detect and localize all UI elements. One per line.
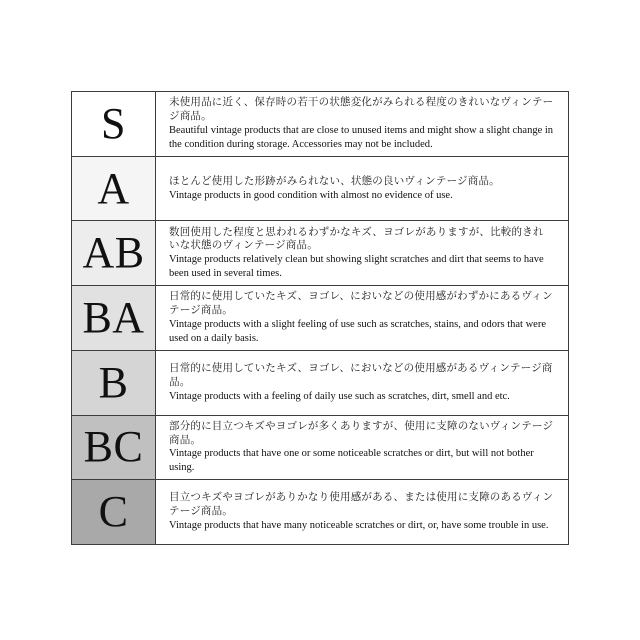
grade-letter-bc: BC (83, 422, 144, 472)
grade-letter-ba: BA (82, 293, 145, 343)
grade-letter-c: C (98, 487, 129, 537)
grade-description-cell-ab (156, 221, 568, 285)
grade-description-cell-ba (156, 286, 568, 350)
grade-cell-s (72, 92, 156, 156)
grade-letter-s: S (101, 98, 126, 148)
grade-description-en: Vintage products with a slight feeling of use such as scratches, stains, and odors that were used on a daily basis. (169, 319, 546, 344)
grade-description-cell-c (156, 480, 568, 544)
grade-letter-b: B (98, 357, 129, 407)
grade-description-en: Vintage products in good condition with almost no evidence of use. (169, 189, 453, 201)
grade-cell-ab (72, 221, 156, 285)
grade-row-a (72, 156, 568, 221)
grade-description-cell-s (156, 92, 568, 156)
grade-description-en: Vintage products that have one or some noticeable scratches or dirt, but will not bother using. (169, 448, 534, 474)
grade-cell-a (72, 157, 156, 221)
grade-description-jp: ほとんど使用した形跡がみられない、状態の良いヴィンテージ商品。 (169, 175, 500, 187)
grade-description-jp: 目立つキズやヨゴレがありかなり使用感がある、または使用に支障のあるヴィンテージ商品。 (169, 492, 554, 518)
grade-letter-ab: AB (82, 228, 145, 278)
grade-description-jp: 日常的に使用していたキズ、ヨゴレ、においなどの使用感がわずかにあるヴィンテージ商品。 (169, 291, 553, 317)
grade-description-jp: 部分的に目立つキズやヨゴレが多くありますが、使用に支障のないヴィンテージ商品。 (169, 420, 554, 446)
grade-description-jp: 日常的に使用していたキズ、ヨゴレ、においなどの使用感があるヴィンテージ商品。 (169, 362, 553, 388)
grade-cell-bc (72, 416, 156, 480)
grade-cell-ba (72, 286, 156, 350)
grade-description-cell-b (156, 351, 568, 415)
grade-description-jp: 数回使用した程度と思われるわずかなキズ、ヨゴレがありますが、比較的きれいな状態のヴィンテージ商品。 (169, 226, 544, 252)
grade-description-en: Vintage products with a feeling of daily use such as scratches, dirt, smell and etc. (169, 390, 510, 402)
grade-row-s (72, 92, 568, 156)
grade-description-cell-bc (156, 416, 568, 480)
grade-cell-b (72, 351, 156, 415)
condition-grade-table (71, 91, 569, 545)
grade-cell-c (72, 480, 156, 544)
grade-row-b (72, 350, 568, 415)
grade-description-jp: 未使用品に近く、保存時の若干の状態変化がみられる程度のきれいなヴィンテージ商品。 (169, 97, 554, 122)
grade-row-ba (72, 285, 568, 350)
grade-row-c (72, 479, 568, 544)
grade-description-en: Beautiful vintage products that are close to unused items and might show a slight change in the condition during storage. Accessories may not be included. (169, 124, 554, 150)
grade-description-cell-a (156, 157, 568, 221)
grade-description-en: Vintage products relatively clean but showing slight scratches and dirt that seems to have been used in several times. (169, 254, 544, 280)
grade-description-en: Vintage products that have many noticeable scratches or dirt, or, have some trouble in use. (169, 520, 549, 532)
grade-row-ab (72, 220, 568, 285)
grade-row-bc (72, 415, 568, 480)
grade-letter-a: A (97, 163, 130, 213)
